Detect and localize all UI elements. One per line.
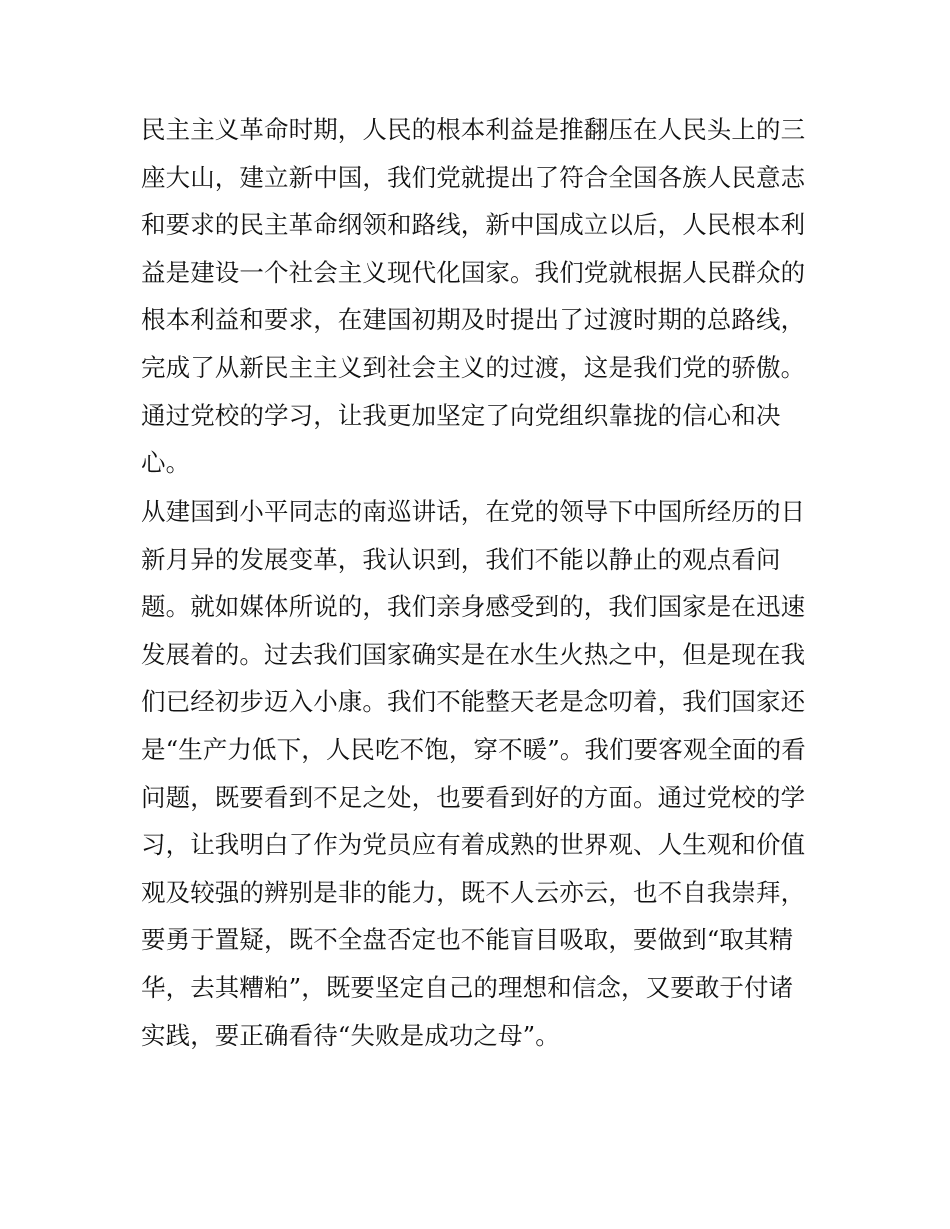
- text-line: 民主主义革命时期，人民的根本利益是推翻压在人民头上的三: [141, 115, 806, 144]
- text-line: 实践，要正确看待“失败是成功之母”。: [141, 1020, 560, 1050]
- text-line: 根本利益和要求，在建国初期及时提出了过渡时期的总路线，: [141, 305, 806, 335]
- paragraph-1: [141, 106, 813, 487]
- text-line: 益是建设一个社会主义现代化国家。我们党就根据人民群众的: [141, 257, 806, 287]
- text-line: 习，让我明白了作为党员应有着成熟的世界观、人生观和价值: [141, 830, 806, 860]
- text-line: 要勇于置疑，既不全盘否定也不能盲目吸取，要做到“取其精: [141, 925, 794, 955]
- text-line: 华，去其糟粕”，既要坚定自己的理想和信念，又要敢于付诸: [141, 972, 794, 1002]
- text-line: 是“生产力低下，人民吃不饱，穿不暖”。我们要客观全面的看: [141, 734, 806, 764]
- text-line: 通过党校的学习，让我更加坚定了向党组织靠拢的信心和决: [141, 400, 781, 430]
- paragraph-2: [141, 488, 813, 1059]
- text-line: 观及较强的辨别是非的能力，既不人云亦云，也不自我崇拜，: [141, 877, 806, 907]
- text-line: 心。: [141, 448, 191, 478]
- text-line: 题。就如媒体所说的，我们亲身感受到的，我们国家是在迅速: [141, 592, 806, 622]
- text-line: 座大山，建立新中国，我们党就提出了符合全国各族人民意志: [141, 162, 806, 192]
- text-line: 完成了从新民主主义到社会主义的过渡，这是我们党的骄傲。: [141, 352, 806, 382]
- text-line: 们已经初步迈入小康。我们不能整天老是念叨着，我们国家还: [141, 687, 806, 717]
- text-line: 新月异的发展变革，我认识到，我们不能以静止的观点看问: [141, 544, 781, 574]
- text-line: 发展着的。过去我们国家确实是在水生火热之中，但是现在我: [141, 639, 806, 669]
- text-line: 和要求的民主革命纲领和路线，新中国成立以后，人民根本利: [141, 210, 806, 240]
- text-line: 问题，既要看到不足之处，也要看到好的方面。通过党校的学: [141, 782, 806, 812]
- text-line: 从建国到小平同志的南巡讲话，在党的领导下中国所经历的日: [141, 497, 806, 526]
